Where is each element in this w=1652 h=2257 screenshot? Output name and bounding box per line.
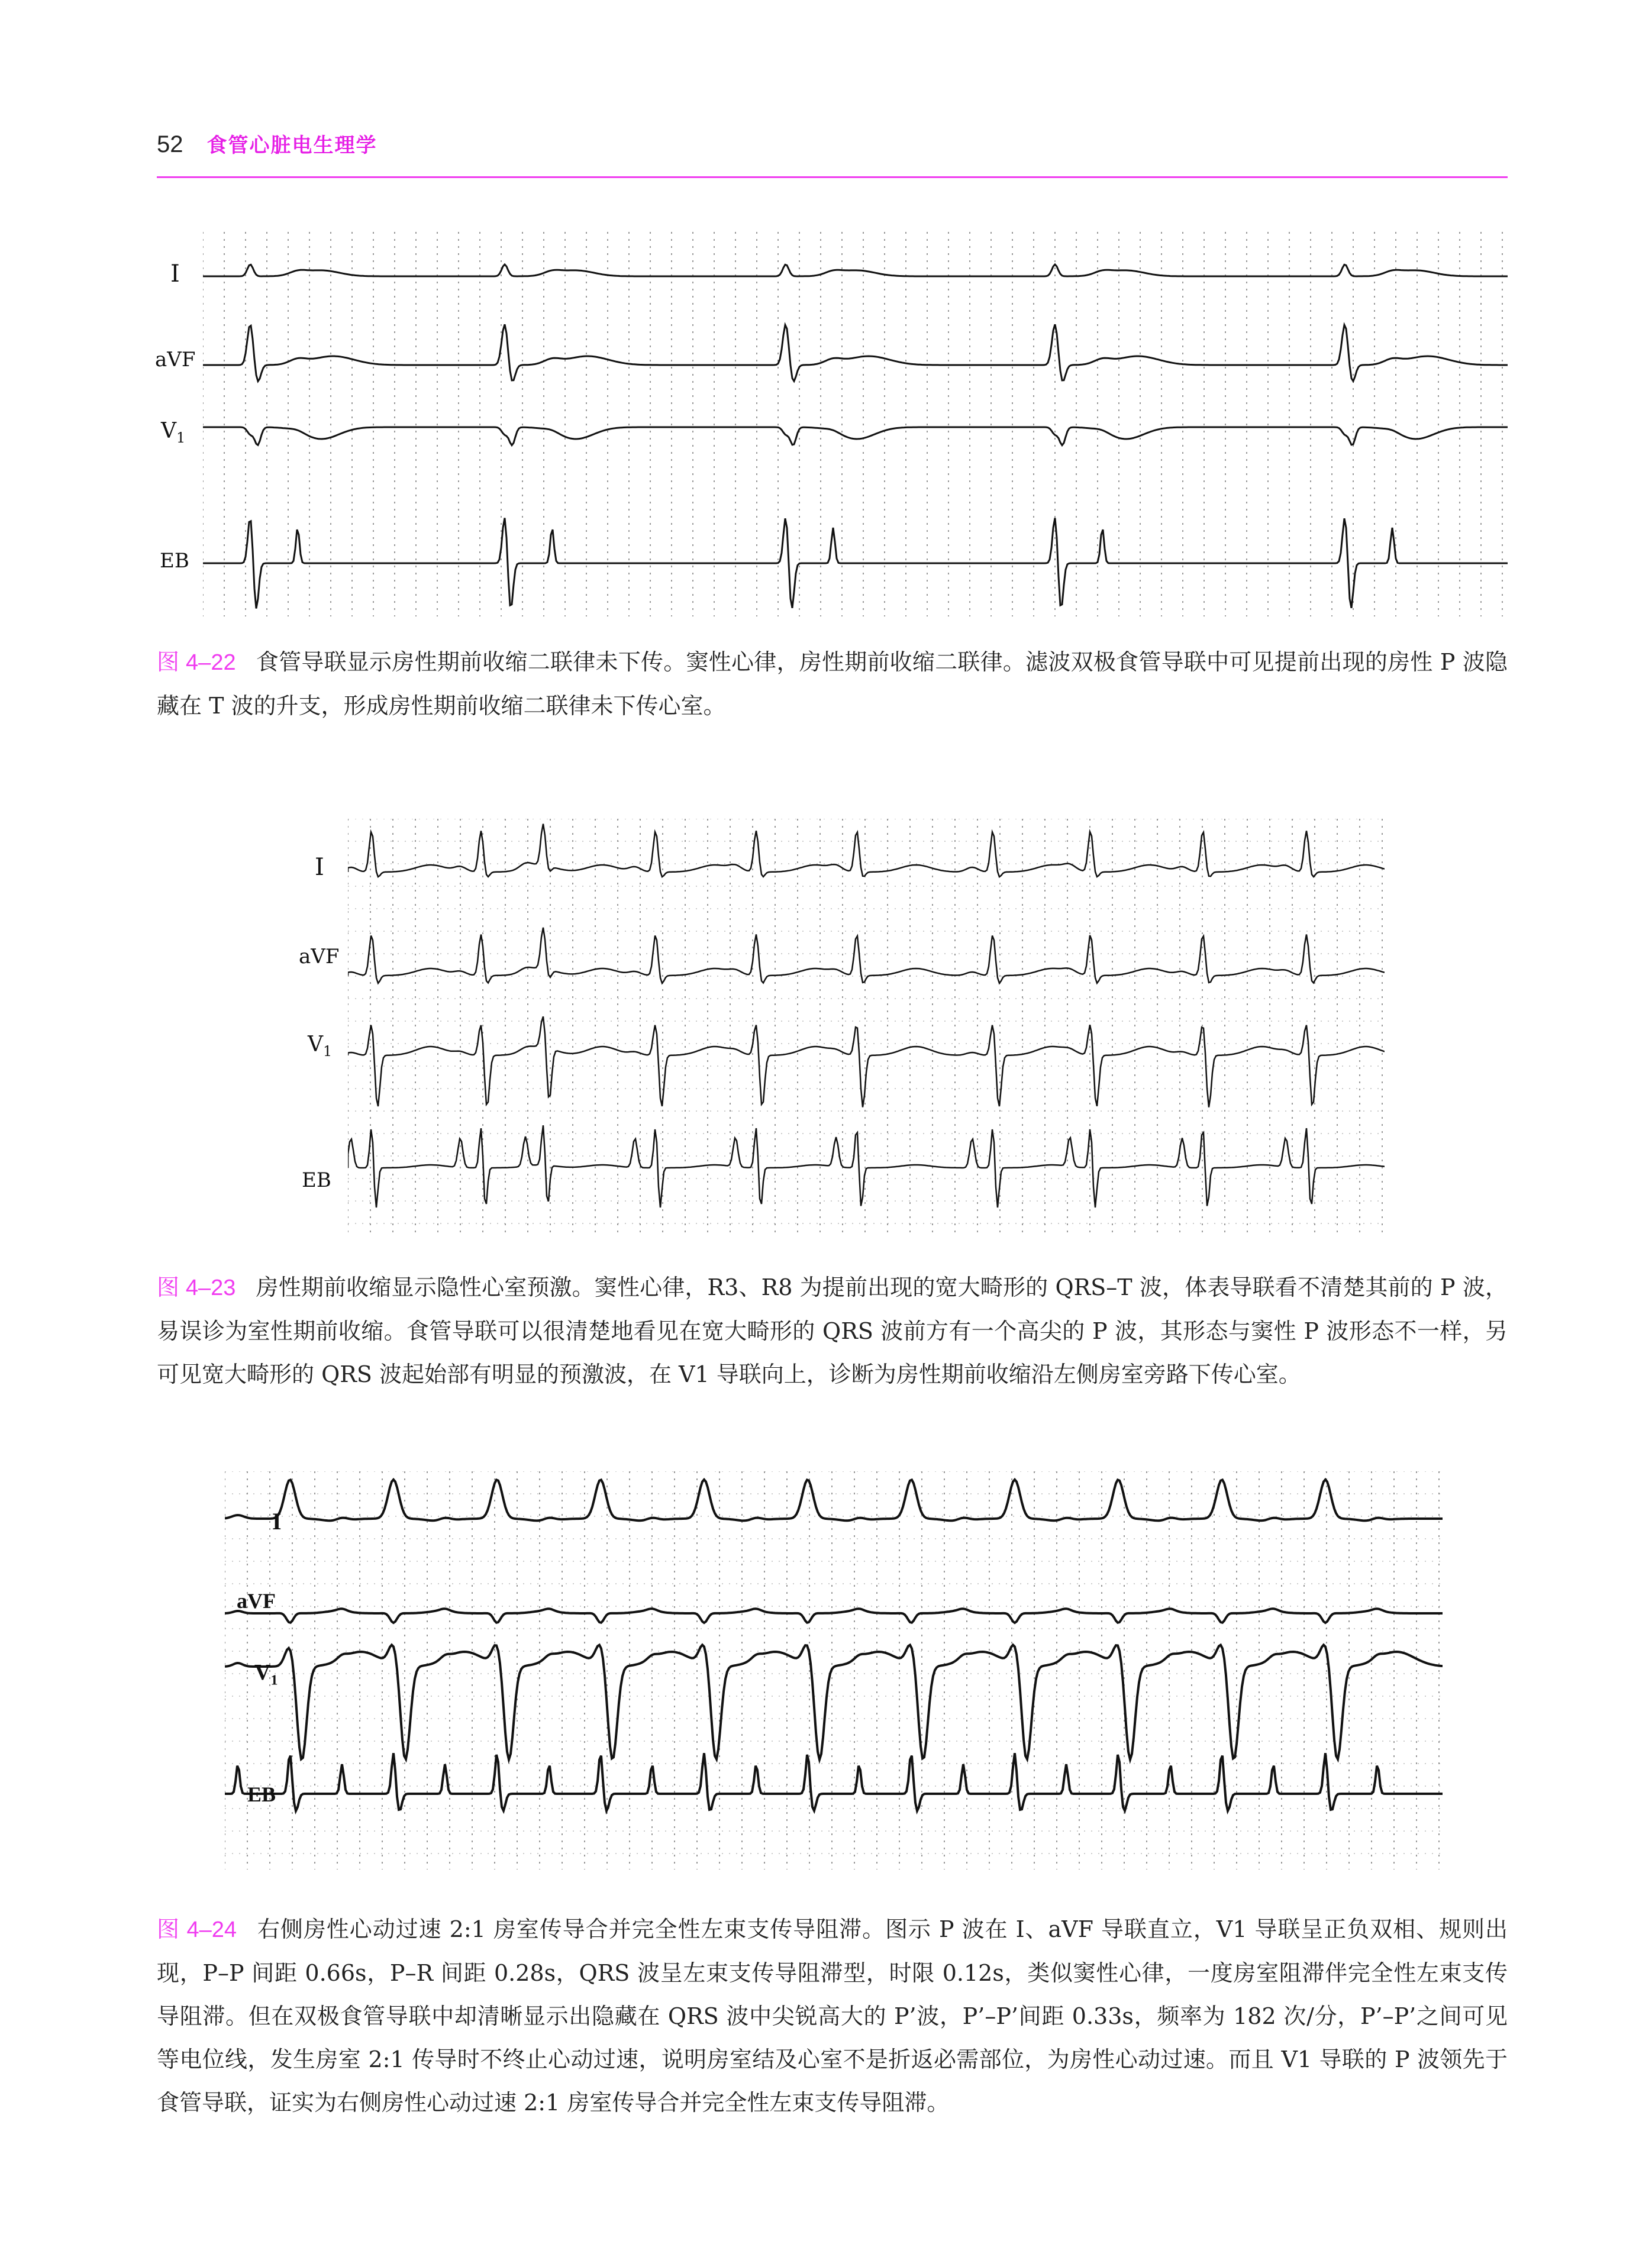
running-title: 食管心脏电生理学 bbox=[206, 134, 377, 157]
lead-label-v1 bbox=[308, 1032, 332, 1060]
lead-subscript: 1 bbox=[176, 430, 186, 447]
ecg-trace bbox=[348, 819, 1385, 1233]
caption-text: 右侧房性心动过速 2:1 房室传导合并完全性左束支传导阻滞。图示 P 波在 I、aVF 导联直立，V1 导联呈正负双相、规则出现，P–P 间距 0.66s，P–R 间距 0.28s，QRS 波呈左束支传导阻滞型，时限 0.12s，类似窦性心律，一度房室阻滞伴完全性左束支传导阻滞。但在双极食管导联中却清晰显示出隐藏在 QRS 波中尖锐高大的 P’波，P’–P’间距 0.33s，频率为 182 次/分，P’–P’之间可见等电位线，发生房室 2:1 传导时不终止心动过速，说明房室结及心室不是折返必需部位，为房性心动过速。而且 V1 导联的 P 波领先于食管导联，证实为右侧房性心动过速 2:1 房室传导合并完全性左束支传导阻滞。 bbox=[157, 1916, 1508, 2116]
ecg-trace bbox=[225, 1471, 1443, 1869]
figure-number: 图 4–23 bbox=[157, 1276, 236, 1300]
lead-label-i: I bbox=[170, 260, 180, 288]
caption-4-22 bbox=[157, 641, 1508, 728]
lead-label-avf: aVF bbox=[237, 1589, 276, 1613]
ecg-trace bbox=[203, 232, 1508, 616]
ecg-lead-trace bbox=[203, 518, 1508, 609]
figure-number: 图 4–22 bbox=[157, 650, 236, 675]
ecg-figure-4-23 bbox=[348, 819, 1385, 1233]
header-rule bbox=[157, 176, 1508, 178]
figure-number: 图 4–24 bbox=[157, 1917, 237, 1942]
lead-label-i: I bbox=[272, 1508, 282, 1535]
lead-label-v1-text: V bbox=[308, 1032, 323, 1057]
lead-label-i: I bbox=[315, 854, 324, 881]
page-number: 52 bbox=[157, 131, 183, 157]
lead-label-v1 bbox=[161, 419, 185, 446]
lead-label-eb: EB bbox=[160, 549, 189, 573]
caption-text: 食管导联显示房性期前收缩二联律未下传。窦性心律，房性期前收缩二联律。滤波双极食管导联中可见提前出现的房性 P 波隐藏在 T 波的升支，形成房性期前收缩二联律未下传心室。 bbox=[157, 649, 1508, 719]
lead-label-eb: EB bbox=[247, 1783, 276, 1806]
ecg-lead-trace bbox=[203, 324, 1508, 381]
caption-4-23 bbox=[157, 1266, 1508, 1396]
ecg-lead-trace bbox=[225, 1753, 1443, 1811]
lead-label-avf: aVF bbox=[299, 945, 340, 968]
ecg-lead-trace bbox=[348, 1016, 1385, 1107]
ecg-figure-4-22 bbox=[203, 232, 1508, 616]
ecg-lead-trace bbox=[225, 1645, 1443, 1759]
ecg-lead-trace bbox=[203, 427, 1508, 445]
lead-label-v1-text: V bbox=[254, 1660, 271, 1685]
caption-text: 房性期前收缩显示隐性心室预激。窦性心律，R3、R8 为提前出现的宽大畸形的 QRS–T 波，体表导联看不清楚其前的 P 波，易误诊为室性期前收缩。食管导联可以很清楚地看见在宽大畸形的 QRS 波前方有一个高尖的 P 波，其形态与窦性 P 波形态不一样，另可见宽大畸形的 QRS 波起始部有明显的预激波，在 V1 导联向上，诊断为房性期前收缩沿左侧房室旁路下传心室。 bbox=[157, 1274, 1508, 1387]
ecg-lead-trace bbox=[225, 1609, 1443, 1623]
ecg-lead-trace bbox=[348, 1125, 1385, 1207]
ecg-lead-trace bbox=[348, 928, 1385, 983]
lead-label-eb: EB bbox=[302, 1168, 331, 1192]
lead-subscript: 1 bbox=[270, 1672, 278, 1688]
caption-4-24 bbox=[157, 1908, 1508, 2124]
lead-subscript: 1 bbox=[323, 1043, 333, 1060]
ecg-lead-trace bbox=[348, 824, 1385, 877]
lead-label-v1-text: V bbox=[161, 419, 176, 443]
page-header bbox=[157, 129, 377, 158]
ecg-lead-trace bbox=[203, 264, 1508, 276]
lead-label-avf: aVF bbox=[155, 348, 196, 372]
ecg-figure-4-24 bbox=[225, 1471, 1443, 1869]
lead-label-v1 bbox=[254, 1659, 278, 1689]
ecg-lead-trace bbox=[225, 1480, 1443, 1520]
